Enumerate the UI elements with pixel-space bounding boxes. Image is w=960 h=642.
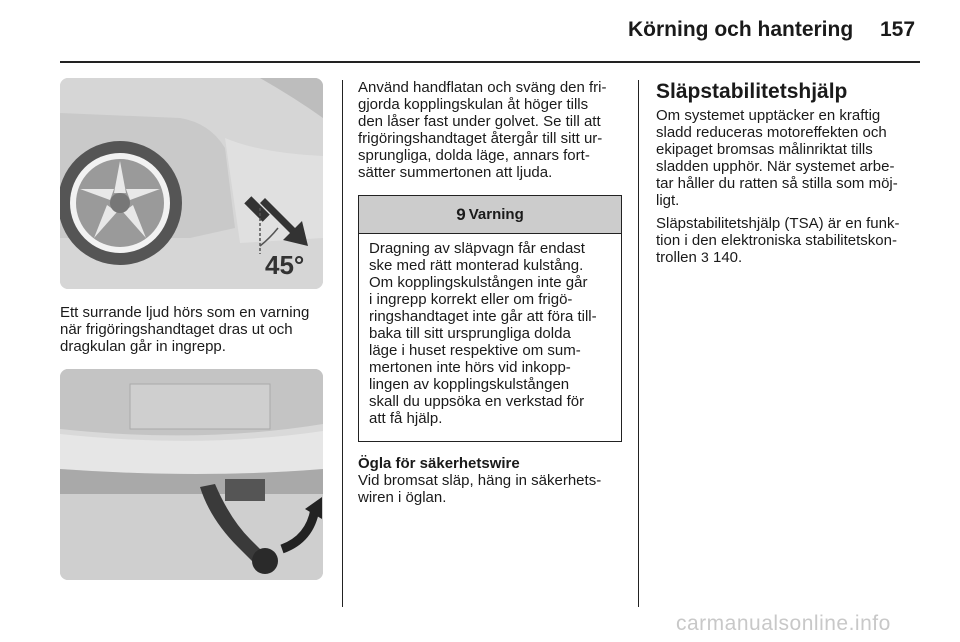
warning-line: läge i huset respektive om sum- <box>369 342 581 359</box>
warning-line: ringshandtaget inte går att föra till- <box>369 308 597 325</box>
warning-line: Om kopplingskulstången inte går <box>369 274 588 291</box>
angle-label: 45° <box>265 250 305 280</box>
para-line: ligt. <box>656 192 680 209</box>
warning-header <box>359 196 621 234</box>
para-line: ekipaget bromsas målinriktat tills <box>656 141 873 158</box>
right-para-1 <box>656 107 926 209</box>
column-divider-left <box>342 80 343 607</box>
warning-title: Varning <box>468 206 524 223</box>
middle-subsection <box>358 455 628 506</box>
para-line: tar håller du ratten så stilla som möj- <box>656 175 898 192</box>
para-line: tion i den elektroniska stabilitetskon- <box>656 232 897 249</box>
para-line: sladden upphör. När systemet arbe- <box>656 158 895 175</box>
right-heading: Släpstabilitetshjälp <box>656 80 848 103</box>
intro-line: gjorda kopplingskulan åt höger tills <box>358 96 589 113</box>
warning-box <box>358 195 622 442</box>
page-header <box>0 0 960 62</box>
page-ref-link[interactable]: 140. <box>713 249 743 266</box>
sub-line: wiren i öglan. <box>358 489 447 506</box>
right-para-2 <box>656 215 926 266</box>
footer-watermark: carmanualsonline.info <box>676 612 891 635</box>
illustration-tow-bar <box>60 369 323 580</box>
warning-line: i ingrepp korrekt eller om frigö- <box>369 291 573 308</box>
para-line <box>656 249 926 266</box>
warning-body <box>359 234 621 427</box>
para-line: sladd reduceras motoreffekten och <box>656 124 887 141</box>
warning-line: mertonen inte hörs vid inkopp- <box>369 359 571 376</box>
para-text: trollen <box>656 249 697 266</box>
para-line: Släpstabilitetshjälp (TSA) är en funk- <box>656 215 900 232</box>
warning-icon: 9 <box>456 204 466 224</box>
subheading: Ögla för säkerhetswire <box>358 455 520 472</box>
intro-line: den låser fast under golvet. Se till att <box>358 113 601 130</box>
column-divider-right <box>638 80 639 607</box>
para-line: Om systemet upptäcker en kraftig <box>656 107 881 124</box>
intro-line: sprungliga, dolda läge, annars fort- <box>358 147 590 164</box>
caption-line: dragkulan går in ingrepp. <box>60 338 226 355</box>
intro-line: frigöringshandtaget återgår till sitt ur- <box>358 130 603 147</box>
warning-line: lingen av kopplingskulstången <box>369 376 570 393</box>
warning-line: skall du uppsöka en verkstad för <box>369 393 585 410</box>
tow-bar-drawing <box>60 369 323 580</box>
caption-line: när frigöringshandtaget dras ut och <box>60 321 293 338</box>
caption-line: Ett surrande ljud hörs som en varning <box>60 304 310 321</box>
page-number: 157 <box>880 18 916 41</box>
header-rule <box>60 61 920 63</box>
wheel-icon <box>60 141 182 265</box>
middle-intro <box>358 79 628 181</box>
intro-line: Använd handflatan och sväng den fri- <box>358 79 607 96</box>
intro-line: sätter summertonen att ljuda. <box>358 164 553 181</box>
left-caption <box>60 304 335 355</box>
page-ref-arrow-icon: 3 <box>701 249 709 265</box>
warning-line: ske med rätt monterad kulstång. <box>369 257 584 274</box>
sub-line: Vid bromsat släp, häng in säkerhets- <box>358 472 602 489</box>
section-title: Körning och hantering <box>628 18 854 41</box>
warning-line: baka till sitt ursprungliga dolda <box>369 325 571 342</box>
illustration-release-handle <box>60 78 323 289</box>
warning-line: att få hjälp. <box>369 410 443 427</box>
warning-line: Dragning av släpvagn får endast <box>369 240 585 257</box>
